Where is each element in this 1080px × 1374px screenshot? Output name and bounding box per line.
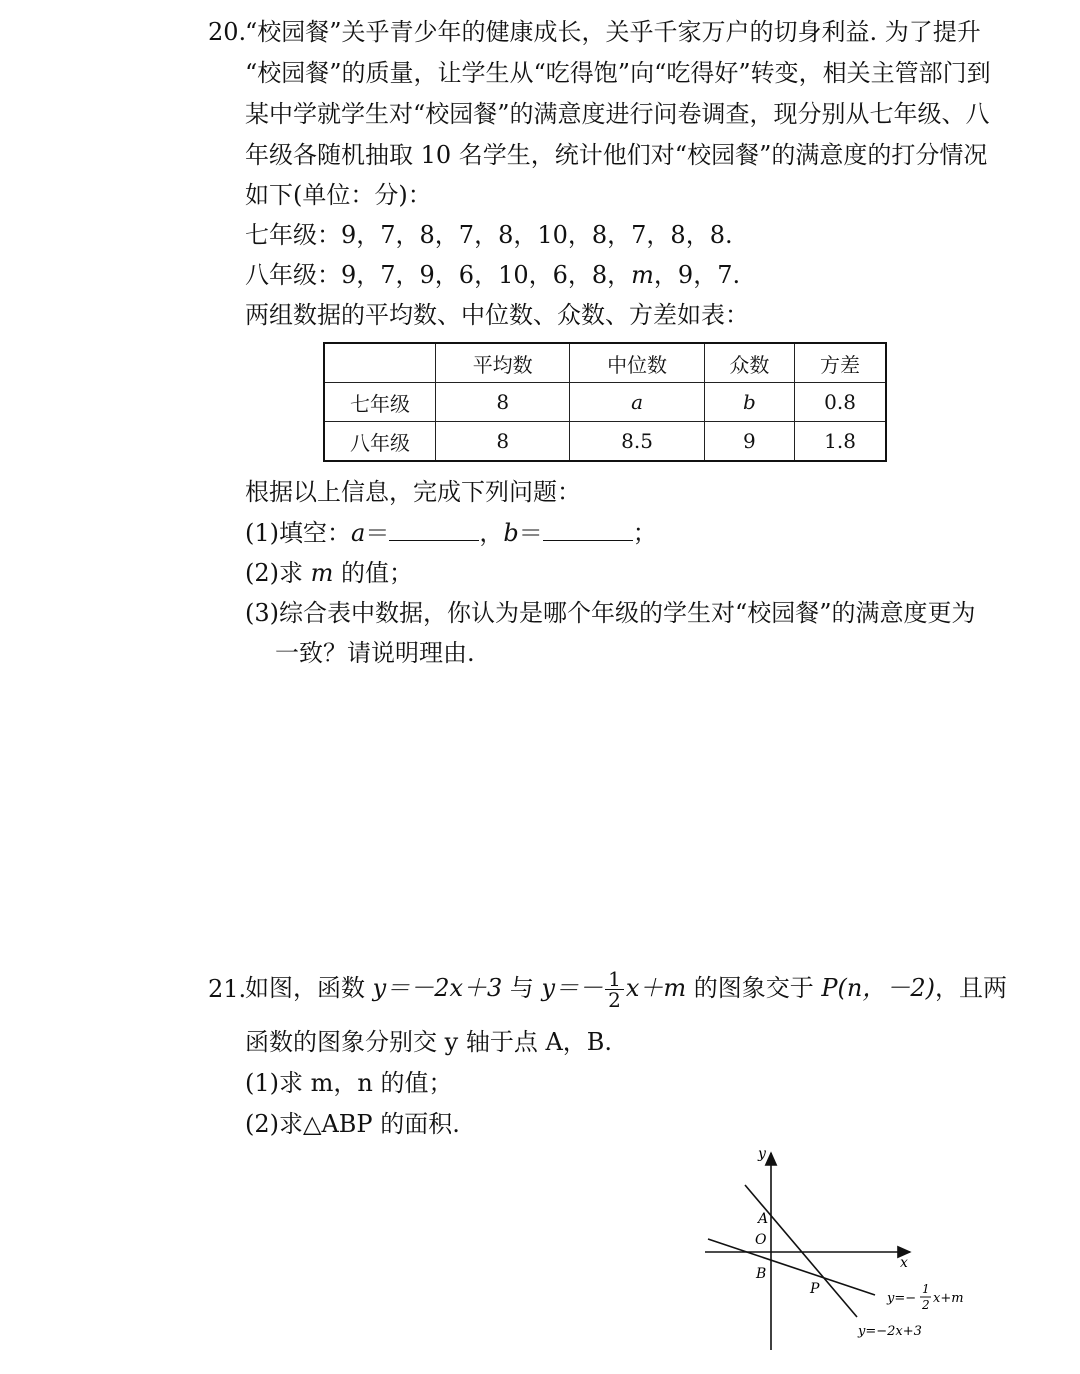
table-cell: 8	[436, 383, 570, 422]
q21-line-2: 函数的图象分别交 y 轴于点 A，B.	[245, 1028, 613, 1056]
table-header-cell: 中位数	[570, 343, 704, 383]
q20-part3-line2: 一致？请说明理由.	[275, 639, 475, 667]
function-graph	[700, 1145, 990, 1360]
q20-number: 20.	[208, 18, 247, 46]
answer-blank-a[interactable]	[389, 518, 479, 541]
part2-var-m: m	[310, 559, 334, 587]
stats-table	[323, 342, 887, 462]
part1-eq-a: ＝	[365, 519, 390, 547]
part2-suffix: 的值；	[333, 559, 414, 587]
table-cell: 0.8	[795, 383, 886, 422]
table-cell: 8	[436, 422, 570, 462]
q21-frac-den: 2	[608, 988, 621, 1012]
answer-blank-b[interactable]	[543, 518, 633, 541]
q21-frac-num: 1	[605, 969, 624, 990]
q20-line-4: 年级各随机抽取 10 名学生，统计他们对“校园餐”的满意度的打分情况	[245, 141, 988, 169]
q21-eq1: y＝－2x＋3	[372, 974, 503, 1002]
q21-intro-b: 与	[502, 974, 542, 1002]
table-header-cell: 方差	[795, 343, 886, 383]
table-cell: a	[570, 383, 704, 422]
line-label-2-num: 1	[922, 1282, 930, 1296]
q20-line-2: “校园餐”的质量，让学生从“吃得饱”向“吃得好”转变，相关主管部门到	[245, 59, 991, 87]
q21-fraction	[605, 969, 624, 1010]
q21-eq2-lhs: y＝－	[541, 974, 604, 1002]
part1-var-b: b	[503, 519, 519, 547]
axis-label-y: y	[758, 1146, 766, 1162]
q21-number: 21.	[208, 975, 247, 1003]
part1-comma: ，	[479, 519, 504, 547]
q21-eq2-rhs: x＋m	[625, 974, 687, 1002]
part2-prefix: (2)求	[245, 559, 311, 587]
table-row	[324, 422, 886, 462]
grade8-data	[245, 258, 740, 292]
origin-label: O	[755, 1232, 767, 1248]
table-cell: b	[704, 383, 794, 422]
table-cell: 七年级	[324, 383, 436, 422]
q20-part3-line1: (3)综合表中数据，你认为是哪个年级的学生对“校园餐”的满意度更为	[245, 599, 976, 627]
q21-intro-d: ，且两	[935, 974, 1008, 1002]
grade8-data-prefix: 八年级：9，7，9，6，10，6，8，	[245, 261, 632, 289]
table-cell: 9	[704, 422, 794, 462]
point-label-p: P	[810, 1281, 820, 1297]
q21-intro-a: 如图，函数	[245, 974, 373, 1002]
point-label-b: B	[756, 1266, 767, 1282]
table-header-cell	[324, 343, 436, 383]
q20-prompt: 根据以上信息，完成下列问题：	[245, 478, 581, 506]
q20-line-5: 如下(单位：分)：	[245, 181, 432, 209]
grade8-data-suffix: ，9，7.	[653, 261, 741, 289]
q20-line-1: “校园餐”关乎青少年的健康成长，关乎千家万户的切身利益. 为了提升	[245, 18, 981, 46]
graph-line-y-neg-half-x-plus-m	[708, 1239, 875, 1295]
q20-line-3: 某中学就学生对“校园餐”的满意度进行问卷调查，现分别从七年级、八	[245, 100, 990, 128]
table-cell: 8.5	[570, 422, 704, 462]
grade7-data: 七年级：9，7，8，7，8，10，8，7，8，8.	[245, 221, 733, 249]
q21-intro-c: 的图象交于	[686, 974, 822, 1002]
part1-eq-b: ＝	[518, 519, 543, 547]
point-label-a: A	[758, 1211, 769, 1227]
q20-part2	[245, 556, 413, 590]
table-cell: 1.8	[795, 422, 886, 462]
table-header-cell: 众数	[704, 343, 794, 383]
grade8-var-m: m	[631, 261, 654, 289]
table-row	[324, 383, 886, 422]
table-cell: 八年级	[324, 422, 436, 462]
part1-prefix: (1)填空：	[245, 519, 351, 547]
line-label-1: y=−2x+3	[858, 1324, 922, 1339]
q20-part1	[245, 516, 657, 550]
graph-line-y-neg2x-plus3	[745, 1185, 857, 1317]
q21-part2: (2)求△ABP 的面积.	[245, 1110, 460, 1138]
line-label-2	[886, 1291, 916, 1306]
part1-end: ；	[632, 519, 657, 547]
part1-var-a: a	[351, 519, 366, 547]
table-header-row	[324, 343, 886, 383]
line-label-2-den: 2	[922, 1298, 930, 1312]
table-header-cell: 平均数	[436, 343, 570, 383]
line-label-2-suffix: x+m	[933, 1291, 964, 1306]
table-intro: 两组数据的平均数、中位数、众数、方差如表：	[245, 301, 749, 329]
q21-line-1	[245, 962, 1007, 1014]
q21-part1: (1)求 m，n 的值；	[245, 1069, 453, 1097]
q21-point: P(n，－2)	[821, 974, 936, 1002]
axis-label-x: x	[900, 1255, 908, 1271]
line-label-2-prefix: y=−	[887, 1291, 917, 1306]
